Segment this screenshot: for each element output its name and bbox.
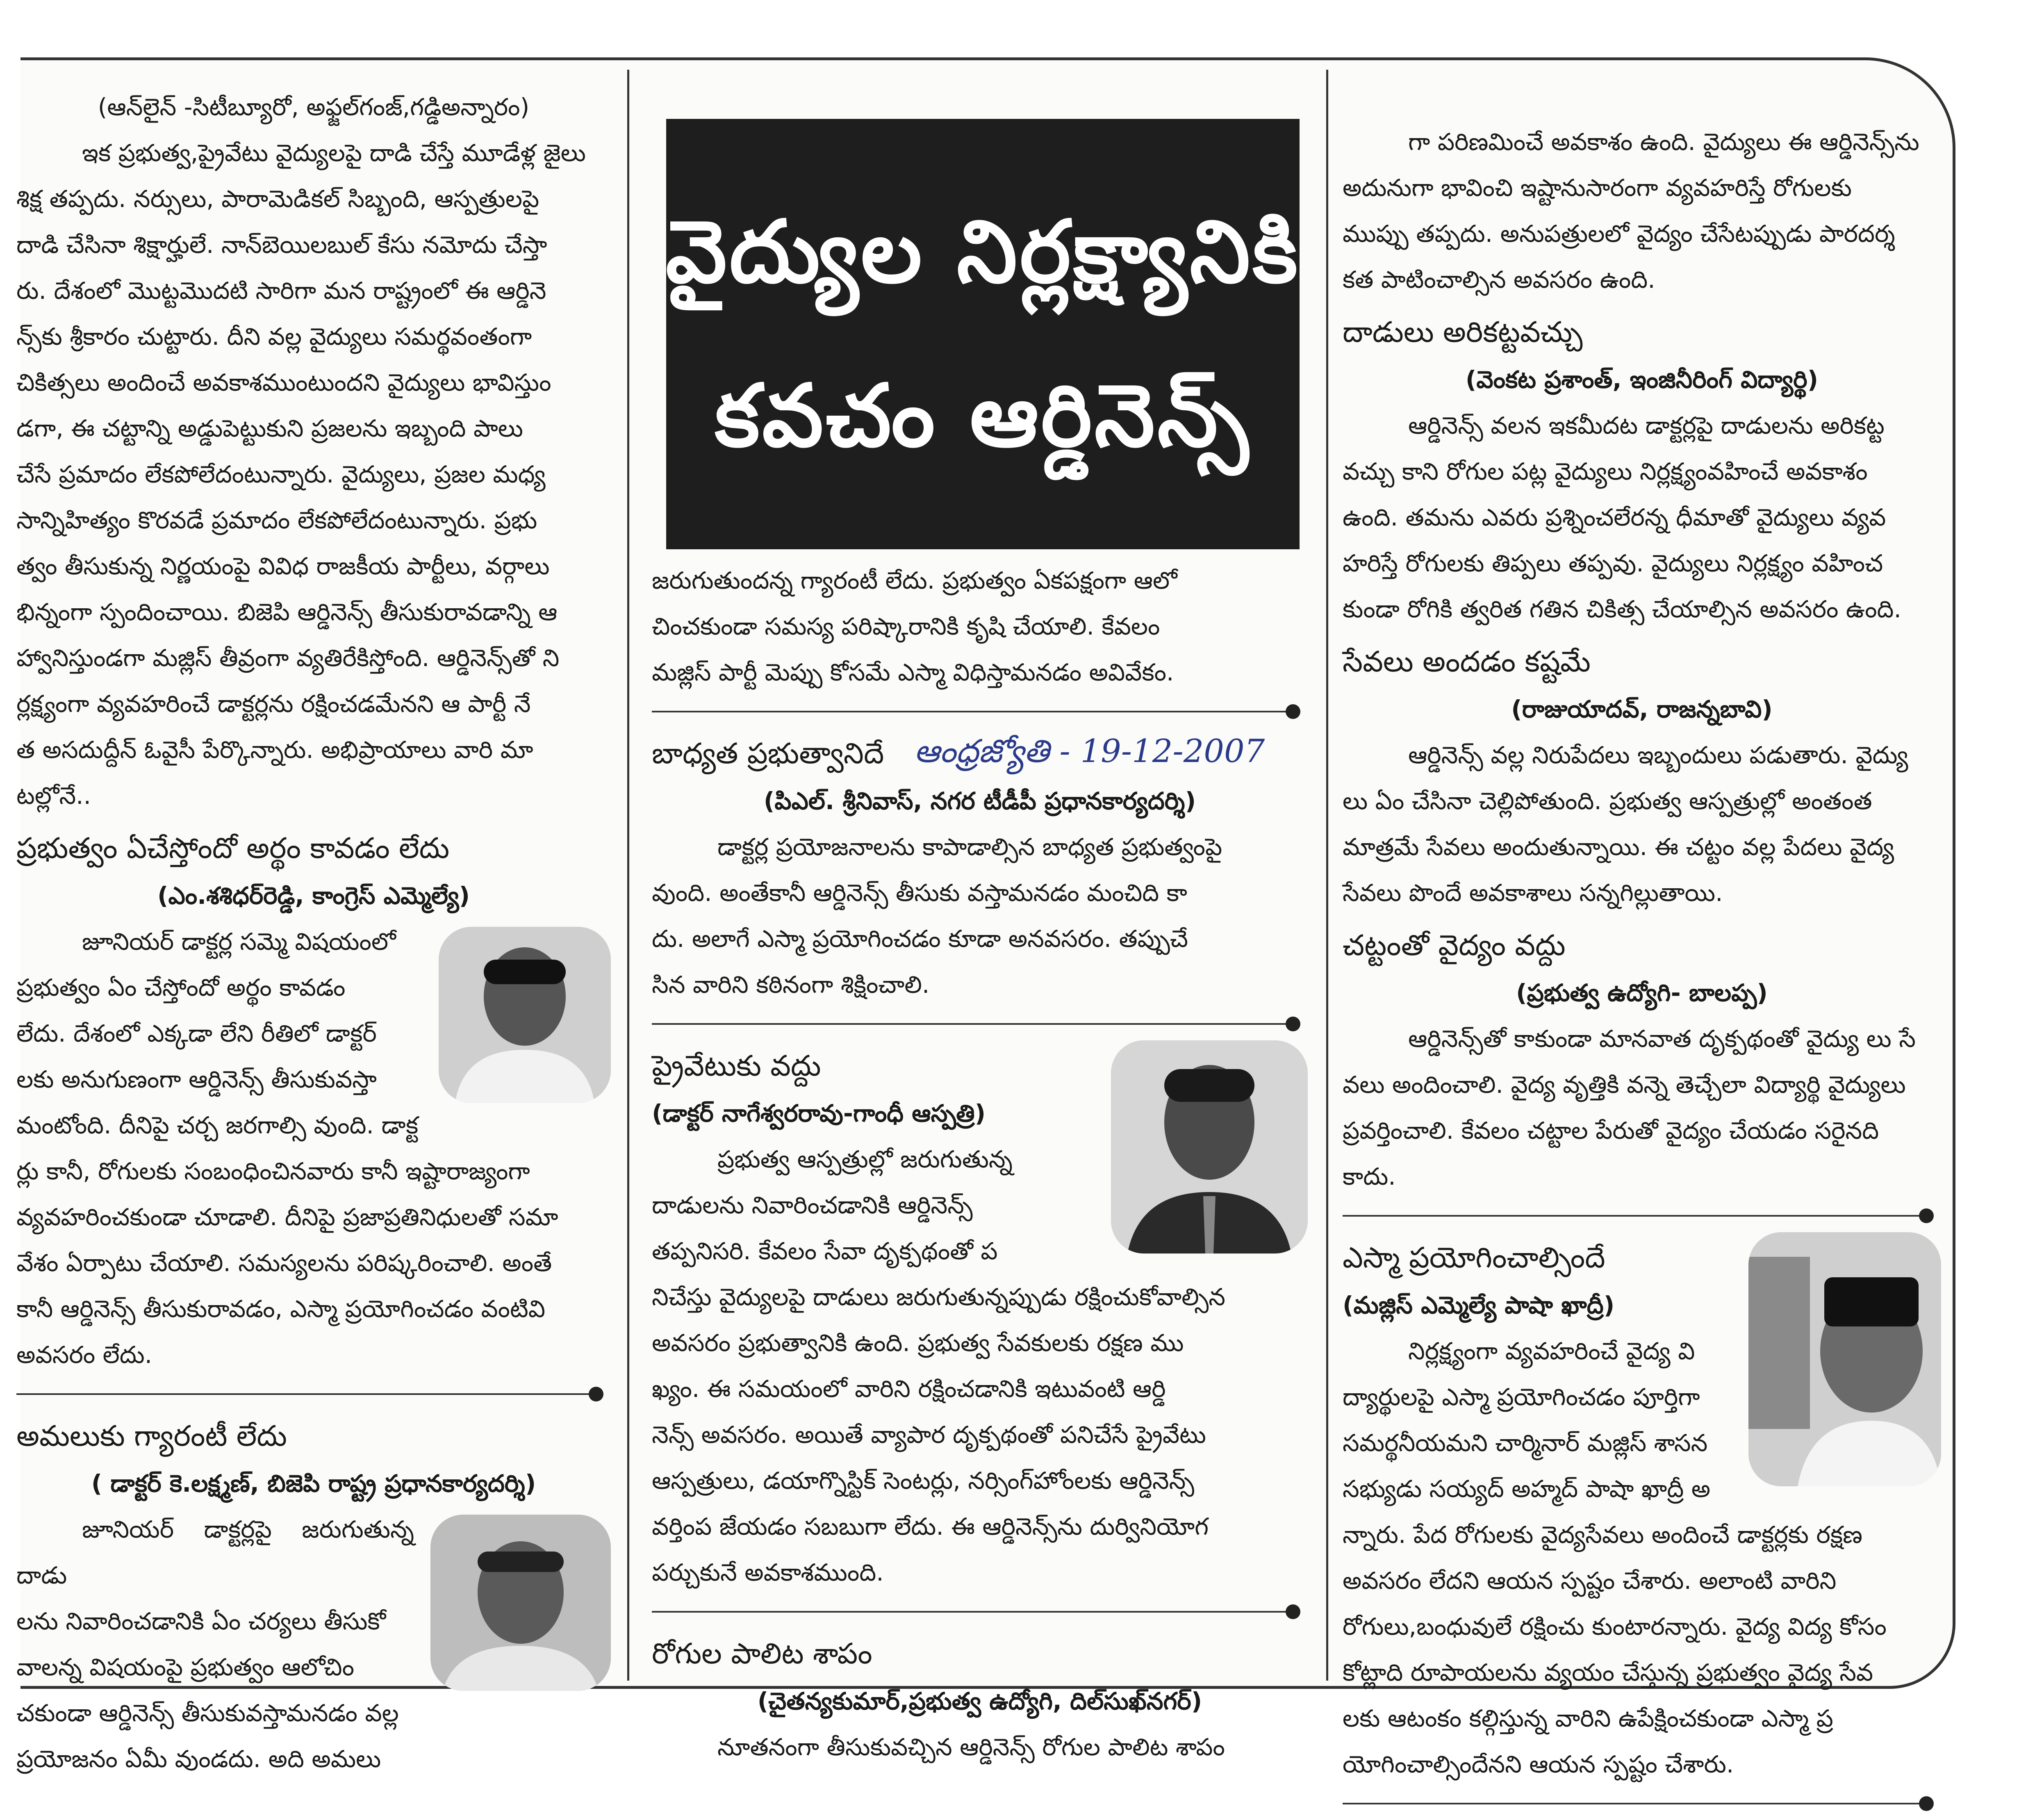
section-line: న్నారు. పేద రోగులకు వైద్యసేవలు అందించే డాక్టర్లకు రక్షణ [1343,1521,1863,1549]
section-line: రోగులు,బంధువులే రక్షించు కుంటారన్నారు. వైద్య విద్య కోసం [1343,1613,1887,1640]
section-line: వేశం ఏర్పాటు చేయాలి. సమస్యలను పరిష్కరించాలి. అంతే [16,1249,552,1277]
column-rule-2 [1326,70,1328,1681]
column-3 [1343,119,1941,1820]
section-heading: రోగుల పాలిట శాపం [652,1637,872,1670]
intro-line: టల్లోనే.. [16,782,91,810]
intro-line: చేసే ప్రమాదం లేకపోలేదంటున్నారు. వైద్యులు, ప్రజల మధ్య [16,460,546,488]
intro-line: ఇక ప్రభుత్వ,ప్రైవేటు వైద్యులపై దాడి చేస్తే మూడేళ్ల జైలు [82,139,586,167]
section-line: ఆర్డినెన్స్‌తో కాకుండా మానవాత దృక్పథంతో వైద్యు లు సే [1408,1025,1916,1053]
person-portrait-icon [1111,1040,1308,1254]
section-byline: (డాక్టర్ నాగేశ్వరరావు-గాంధీ ఆస్పత్రి) [652,1099,986,1127]
section-line: డాక్టర్ల ప్రయోజనాలను కాపాడాల్సిన బాధ్యత ప్రభుత్వంపై [717,833,1222,861]
intro-line: న్స్‌కు శ్రీకారం చుట్టారు. దీని వల్ల వైద్యులు సమర్థవంతంగా [16,323,532,350]
intro-line: భిన్నంగా స్పందించాయి. బిజెపి ఆర్డినెన్స్ తీసుకురావడాన్ని ఆ [16,598,558,626]
handwritten-date-note: ఆంధ్రజ్యోతి - 19-12-2007 [914,733,1265,770]
intro-line: సాన్నిహిత్యం కొరవడే ప్రమాదం లేకపోలేదంటున్నారు. ప్రభు [16,506,537,534]
section-line: నెన్స్ అవసరం. అయితే వ్యాపార దృక్పథంతో పనిచేసే ప్రైవేటు [652,1421,1206,1449]
section-separator [652,699,1308,724]
section-line: ర్లు కానీ, రోగులకు సంబంధించినవారు కానీ ఇష్టారాజ్యంగా [16,1157,530,1185]
section-line: యోగించాల్సిందేనని ఆయన స్పష్టం చేశారు. [1343,1750,1734,1778]
continued-line: జరుగుతుందన్న గ్యారంటీ లేదు. ప్రభుత్వం ఏకపక్షంగా ఆలో [652,566,1177,594]
section-line: సిన వారిని కఠినంగా శిక్షించాలి. [652,971,930,999]
section-byline: (ప్రభుత్వ ఉద్యోగి- బాలప్ప) [1516,979,1768,1007]
continued-line: మజ్లిస్ పార్టీ మెప్పు కోసమే ఎస్మా విధిస్తామనడం అవివేకం. [652,658,1174,686]
column-2 [652,557,1308,1770]
section-byline: (చైతన్యకుమార్,ప్రభుత్వ ఉద్యోగి, దిల్‌సుఖ్‌నగర్) [757,1687,1202,1715]
section-line: నూతనంగా తీసుకువచ్చిన ఆర్డినెన్స్ రోగుల పాలిట శాపం [717,1733,1225,1761]
section-line: ద్యార్థులపై ఎస్మా ప్రయోగించడం పూర్తిగా [1343,1383,1700,1411]
continued-line: గా పరిణమించే అవకాశం ఉంది. వైద్యులు ఈ ఆర్డినెన్స్‌ను [1408,128,1919,156]
section-line: లకు ఆటంకం కల్గిస్తున్న వారిని ఉపేక్షించకుండా ఎస్మా ప్ర [1343,1704,1833,1732]
section-line: అవసరం లేదని ఆయన స్పష్టం చేశారు. అలాంటి వారిని [1343,1567,1837,1595]
section-byline: (వెంకట ప్రశాంత్, ఇంజినీరింగ్ విద్యార్థి) [1465,366,1819,394]
person-portrait-icon [439,927,611,1103]
headline-line-1: వైద్యుల నిర్లక్ష్యానికి [665,202,1300,302]
section-line: అవసరం లేదు. [16,1341,153,1369]
continued-line: చించకుండా సమస్య పరిష్కారానికి కృషి చేయాలి. కేవలం [652,612,1160,640]
intro-line: చికిత్సలు అందించే అవకాశముంటుందని వైద్యులు భావిస్తుం [16,369,551,396]
intro-line: దాడి చేసినా శిక్షార్హులే. నాన్‌బెయిలబుల్ కేసు నమోదు చేస్తా [16,231,547,259]
section-line: మంటోంది. దీనిపై చర్చ జరగాల్సి వుంది. డాక్ట [16,1111,419,1139]
section-line: చకుండా ఆర్డినెన్స్ తీసుకువస్తామనడం వల్ల [16,1699,399,1727]
intro-line: హ్వానిస్తుండగా మజ్లిస్ తీవ్రంగా వ్యతిరేకిస్తోంది. ఆర్డినెన్స్‌తో ని [16,644,560,672]
column-rule-1 [627,70,629,1681]
section-line: జూనియర్ డాక్టర్లపై జరుగుతున్న దాడు [16,1515,414,1589]
section-line: కానీ ఆర్డినెన్స్ తీసుకురావడం, ఎస్మా ప్రయోగించడం వంటివి [16,1295,545,1323]
section-byline: (రాజుయాదవ్, రాజన్నబావి) [1511,695,1773,723]
section-byline: (పిఎల్. శ్రీనివాస్, నగర టీడీపీ ప్రధానకార్యదర్శి) [763,787,1196,815]
section-line: లను నివారించడానికి ఏం చర్యలు తీసుకో [16,1607,386,1635]
continued-line: ముప్పు తప్పదు. అనుపత్రులలో వైద్యం చేసేటప్పుడు పారదర్శ [1343,220,1895,248]
section-line: నిర్లక్ష్యంగా వ్యవహరించే వైద్య వి [1408,1337,1695,1365]
section-line: జూనియర్ డాక్టర్ల సమ్మె విషయంలో [82,928,396,956]
section-byline: ( డాక్టర్ కె.లక్ష్మణ్, బిజెపి రాష్ట్ర ప్రధానకార్యదర్శి) [91,1470,536,1497]
section-line: మాత్రమే సేవలు అందుతున్నాయి. ఈ చట్టం వల్ల పేదలు వైద్య [1343,833,1894,861]
section-line: ఆర్డినెన్స్ వల్ల నిరుపేదలు ఇబ్బందులు పడుతారు. వైద్యు [1408,741,1908,769]
section-line: లేదు. దేశంలో ఎక్కడా లేని రీతిలో డాక్టర్ [16,1019,377,1047]
headline-box [666,119,1300,549]
section-line: నిచేస్తు వైద్యులపై దాడులు జరుగుతున్నప్పుడు రక్షించుకోవాల్సిన [652,1283,1225,1311]
section-line: లకు అనుగుణంగా ఆర్డినెన్స్ తీసుకువస్తా [16,1065,377,1093]
section-line: ఆర్డినెన్స్ వలన ఇకమీదట డాక్టర్లపై దాడులను అరికట్ట [1408,412,1885,439]
section-line: కాదు. [1343,1163,1396,1190]
section-line: వర్తింప జేయడం సబబుగా లేదు. ఈ ఆర్డినెన్స్‌ను దుర్వినియోగ [652,1513,1209,1540]
section-heading: దాడులు అరికట్టవచ్చు [1343,315,1583,349]
section-line: వ్యవహరించకుండా చూడాలి. దీనిపై ప్రజాప్రతినిధులతో సమా [16,1203,558,1231]
section-line: వాలన్న విషయంపై ప్రభుత్వం ఆలోచిం [16,1653,354,1681]
portrait-photo [1111,1040,1308,1254]
section-byline: (ఎం.శశిధర్‌రెడ్డి, కాంగ్రెస్ ఎమ్మెల్యే) [157,882,470,910]
portrait-photo [439,927,611,1103]
section-line: ఆస్పత్రులు, డయాగ్నొస్టిక్ సెంటర్లు, నర్సింగ్‌హోంలకు ఆర్డినెన్స్ [652,1467,1195,1495]
section-line: ప్రవర్తించాలి. కేవలం చట్టాల పేరుతో వైద్యం చేయడం సరైనది [1343,1117,1879,1144]
section-line: సేవలు పొందే అవకాశాలు సన్నగిల్లుతాయి. [1343,879,1723,907]
person-portrait-icon [430,1515,611,1691]
section-line: హరిస్తే రోగులకు తిప్పలు తప్పవు. వైద్యులు నిర్లక్ష్యం వహించ [1343,549,1883,577]
section-line: ఉంది. తమను ఎవరు ప్రశ్నించలేరన్న ధీమాతో వైద్యులు వ్యవ [1343,503,1886,531]
section-line: లు ఏం చేసినా చెల్లిపోతుంది. ప్రభుత్వ ఆస్పత్రుల్లో అంతంత [1343,787,1872,815]
section-byline: (మజ్లిస్ ఎమ్మెల్యే పాషా ఖాద్రీ) [1343,1291,1615,1319]
section-line: వుంది. అంతేకానీ ఆర్డినెన్స్ తీసుకు వస్తామనడం మంచిది కా [652,879,1187,907]
section-line: కోట్లాది రూపాయలను వ్యయం చేస్తున్న ప్రభుత్వం వైద్య సేవ [1343,1658,1873,1686]
section-separator [1343,1791,1941,1816]
portrait-photo [430,1515,611,1691]
section-line: కుండా రోగికి త్వరిత గతిన చికిత్స చేయాల్సిన అవసరం ఉంది. [1343,595,1901,623]
portrait-photo [1748,1232,1941,1486]
section-heading: అమలుకు గ్యారంటీ లేదు [16,1419,287,1453]
section-heading: సేవలు అందడం కష్టమే [1343,645,1591,678]
intro-line: త్వం తీసుకున్న నిర్ణయంపై వివిధ రాజకీయ పార్టీలు, వర్గాలు [16,552,550,580]
section-line: వలు అందించాలి. వైద్య వృత్తికి వన్నె తెచ్చేలా విద్యార్థి వైద్యులు [1343,1071,1906,1099]
intro-line: రు. దేశంలో మొట్టమొదటి సారిగా మన రాష్ట్రంలో ఈ ఆర్డినె [16,277,546,305]
intro-line: త అసదుద్దీన్ ఓవైసీ పేర్కొన్నారు. అభిప్రాయాలు వారి మా [16,736,533,764]
column-1 [16,84,611,1782]
section-separator [652,1012,1308,1036]
section-line: తప్పనిసరి. కేవలం సేవా దృక్పథంతో ప [652,1237,998,1265]
intro-line: శిక్ష తప్పదు. నర్సులు, పారామెడికల్ సిబ్బంది, ఆస్పత్రులపై [16,185,539,213]
section-line: దు. అలాగే ఎస్మా ప్రయోగించడం కూడా అనవసరం. తప్పుచే [652,925,1188,953]
intro-line: ర్లక్ష్యంగా వ్యవహరించే డాక్టర్లను రక్షించడమేనని ఆ పార్టీ నే [16,690,531,718]
section-heading: ప్రభుత్వం ఏచేస్తోందో అర్థం కావడం లేదు [16,831,450,865]
section-separator [652,1599,1308,1624]
section-line: వచ్చు కాని రోగుల పట్ల వైద్యులు నిర్లక్ష్యంవహించే అవకాశం [1343,457,1868,485]
section-heading: చట్టంతో వైద్యం వద్దు [1343,928,1566,962]
section-heading: ఎస్మా ప్రయోగించాల్సిందే [1343,1241,1605,1274]
section-separator [1343,1203,1941,1228]
section-line: పర్చుకునే అవకాశముంది. [652,1558,884,1586]
section-line: ప్రభుత్వ ఆస్పత్రుల్లో జరుగుతున్న [717,1145,1013,1173]
continued-line: అదునుగా భావించి ఇష్టానుసారంగా వ్యవహరిస్తే రోగులకు [1343,174,1852,202]
continued-line: కత పాటించాల్సిన అవసరం ఉంది. [1343,266,1655,293]
section-line: ప్రయోజనం ఏమీ వుండదు. అది అమలు [16,1745,381,1773]
section-heading: ప్రైవేటుకు వద్దు [652,1049,821,1083]
section-line: అవసరం ప్రభుత్వానికి ఉంది. ప్రభుత్వ సేవకులకు రక్షణ ము [652,1329,1184,1357]
section-line: సభ్యుడు సయ్యద్ అహ్మద్ పాషా ఖాద్రీ అ [1343,1475,1711,1503]
intro-line: డగా, ఈ చట్టాన్ని అడ్డుపెట్టుకుని ప్రజలను ఇబ్బంది పాలు [16,414,523,442]
person-portrait-icon [1748,1232,1941,1486]
section-line: ప్రభుత్వం ఏం చేస్తోందో అర్థం కావడం [16,974,346,1001]
section-line: ఖ్యం. ఈ సమయంలో వారిని రక్షించడానికి ఇటువంటి ఆర్డి [652,1375,1166,1403]
article-byline: (ఆన్‌లైన్ -సిటీబ్యూరో, అఫ్జల్‌గంజ్,గడ్డిఅన్నారం) [98,93,530,121]
headline-line-2: కవచం ఆర్డినెన్స్ [715,366,1251,466]
section-heading: బాధ్యత ప్రభుత్వానిదే [652,737,884,770]
section-line: సమర్థనీయమని చార్మినార్ మజ్లిస్ శాసన [1343,1429,1708,1457]
section-separator [16,1382,611,1406]
section-line: దాడులను నివారించడానికి ఆర్డినెన్స్ [652,1191,973,1219]
